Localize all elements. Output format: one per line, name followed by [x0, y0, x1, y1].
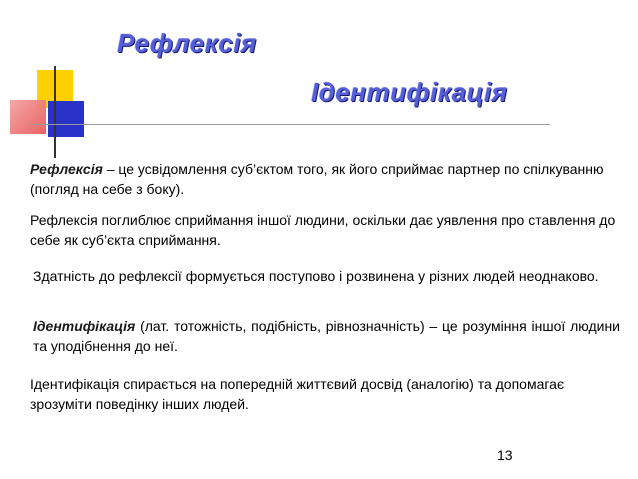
slide-subtitle: Ідентифікація	[311, 77, 508, 107]
decorative-logo	[0, 0, 110, 140]
paragraph-identification-experience: Ідентифікація спирається на попередній життєвий досвід (аналогію) та допомагає зрозуміти поведінку інших людей.	[30, 376, 565, 412]
paragraph-reflection-ability: Здатність до рефлексії формується поступово і розвинена у різних людей неоднаково.	[33, 268, 599, 284]
vertical-line	[54, 66, 56, 158]
term-identification: Ідентифікація	[33, 318, 136, 334]
paragraph-reflection-definition	[30, 159, 620, 199]
term-reflection: Рефлексія	[30, 161, 103, 177]
paragraph-identification-definition	[33, 316, 620, 356]
page-number: 13	[497, 447, 513, 463]
paragraph-reflection-deepens: Рефлексія поглиблює сприймання іншої людини, оскільки дає уявлення про ставлення до себе як суб’єкта сприймання.	[30, 212, 616, 248]
red-square	[10, 100, 46, 134]
paragraph-text: – це усвідомлення суб’єктом того, як його сприймає партнер по спілкуванню (погляд на себе з боку).	[30, 161, 604, 197]
slide-title: Рефлексія	[117, 28, 257, 58]
horizontal-divider	[30, 124, 550, 125]
paragraph-text: (лат. тотожність, подібність, рівнозначність) – це розуміння іншої людини та уподібнення до неї.	[33, 318, 620, 354]
